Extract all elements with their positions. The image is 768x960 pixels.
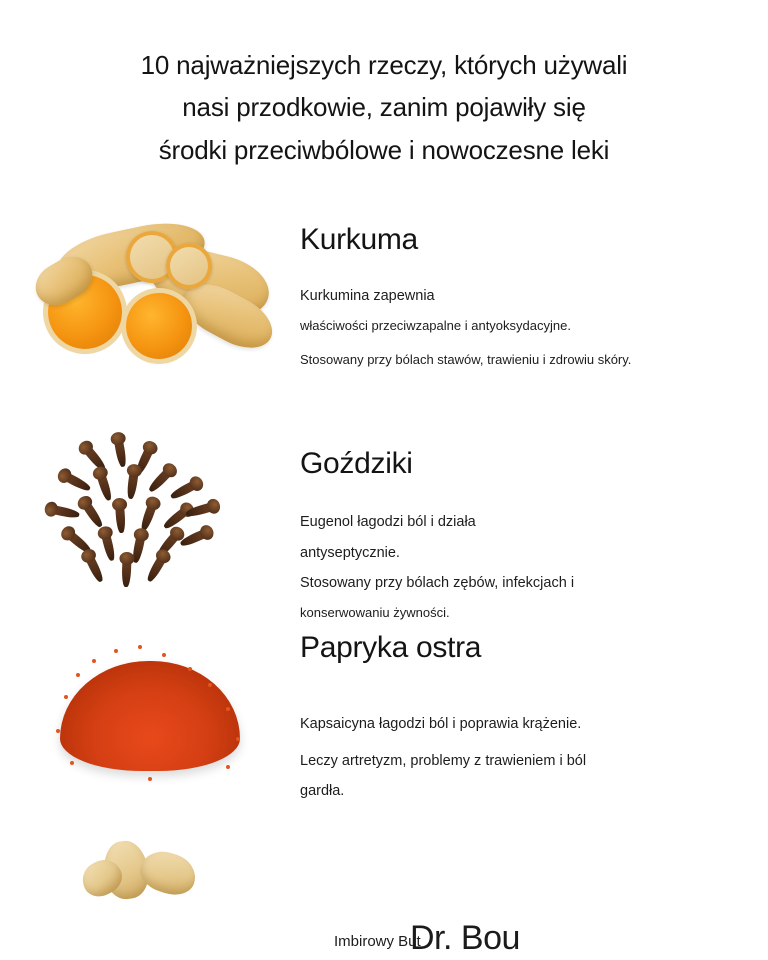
entries-list: [0, 201, 768, 887]
kurkuma-title: Kurkuma: [300, 223, 418, 257]
title-line-1: 10 najważniejszych rzeczy, których używali: [140, 50, 628, 80]
overlay-big-text: Dr. Bou: [410, 919, 520, 957]
gozdziki-title: Goździki: [300, 447, 413, 481]
gozdziki-para-2: antyseptycznie.: [300, 544, 400, 561]
page-title: [0, 0, 768, 171]
papryka-para-3: gardła.: [300, 783, 345, 800]
papryka-title: Papryka ostra: [300, 631, 482, 665]
papryka-para-1: Kapsaicyna łagodzi ból i poprawia krążenie.: [300, 716, 582, 733]
overlay-small-text: Imbirowy But: [334, 933, 421, 950]
kurkuma-para-2: właściwości przeciwzapalne i antyoksydacyjne.: [300, 317, 571, 333]
imbir-text: [300, 827, 768, 841]
entry-imbir: [0, 827, 768, 887]
papryka-para-2: Leczy artretyzm, problemy z trawieniem i ból: [300, 752, 587, 769]
gozdziki-para-3: Stosowany przy bólach zębów, infekcjach i: [300, 575, 575, 592]
gozdziki-para-4: konserwowaniu żywności.: [300, 604, 450, 620]
papryka-image: [0, 619, 300, 819]
ginger-illustration: [30, 827, 270, 887]
gozdziki-image: [0, 419, 300, 619]
kurkuma-text: [300, 201, 768, 384]
turmeric-illustration: [30, 201, 270, 401]
entry-kurkuma: [0, 201, 768, 419]
gozdziki-text: [300, 419, 768, 637]
chili-powder-illustration: [30, 619, 270, 819]
title-line-2: nasi przodkowie, zanim pojawiły się: [182, 92, 586, 123]
kurkuma-image: [0, 201, 300, 401]
bottom-overlay: [0, 914, 768, 960]
papryka-text: [300, 619, 768, 816]
cloves-illustration: [30, 419, 270, 619]
entry-gozdziki: [0, 419, 768, 619]
gozdziki-para-1: Eugenol łagodzi ból i działa: [300, 514, 476, 531]
kurkuma-para-1: Kurkumina zapewnia: [300, 288, 435, 305]
kurkuma-para-3: Stosowany przy bólach stawów, trawieniu i zdrowiu skóry.: [300, 351, 632, 367]
title-line-3: środki przeciwbólowe i nowoczesne leki: [158, 134, 610, 165]
imbir-image: [0, 827, 300, 887]
entry-papryka-ostra: [0, 619, 768, 827]
